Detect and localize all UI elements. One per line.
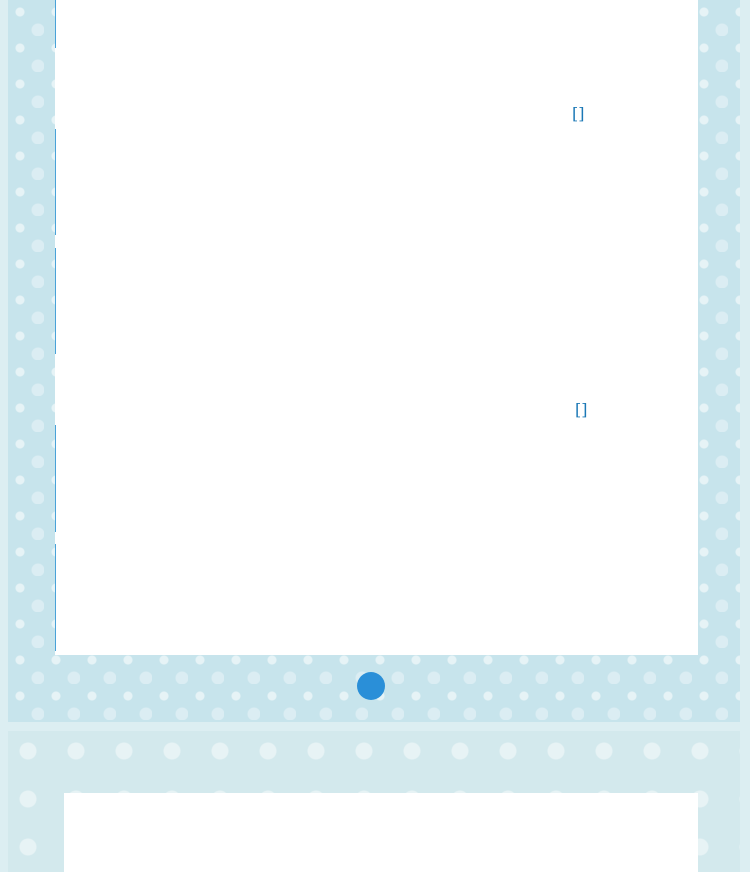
next-page (8, 731, 740, 872)
practice-row (55, 181, 689, 235)
practice-row (55, 598, 689, 651)
practice-row (55, 479, 689, 532)
practice-row (55, 300, 689, 354)
poem-line-grid (55, 248, 689, 300)
poem-line-grid (55, 425, 689, 479)
poem-line-grid (55, 129, 689, 181)
writing-sheet (64, 793, 698, 872)
poem-author: [] (575, 400, 588, 419)
previous-poem-grid-fragment (55, 0, 689, 48)
poem-author: [] (572, 104, 585, 123)
page-number-badge (357, 672, 385, 700)
poem-line-grid (55, 544, 689, 598)
